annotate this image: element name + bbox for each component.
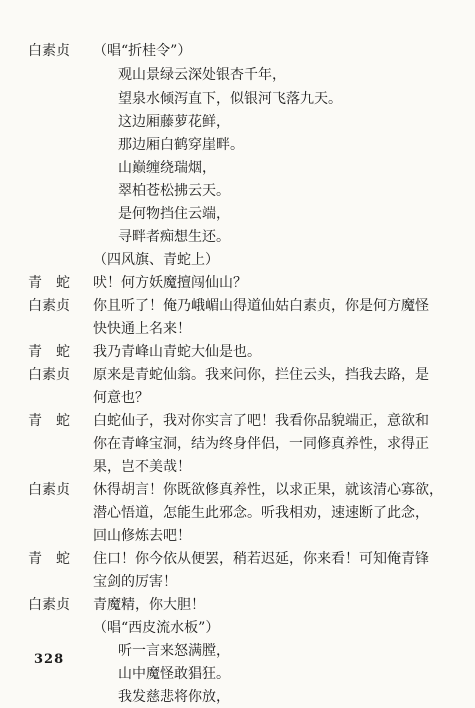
verse-line: 那边厢白鹤穿崖畔。 [118, 137, 244, 153]
dialogue-text: 潜心悟道，怎能生此邪念。听我相劝，速速断了此念， [93, 505, 429, 521]
speaker-name: 青 蛇 [28, 275, 70, 291]
script-line [0, 640, 475, 662]
speaker-name: 青 蛇 [28, 344, 70, 360]
dialogue-text: 回山修炼去吧！ [93, 528, 191, 544]
script-line [0, 272, 475, 294]
dialogue-text: 白蛇仙子，我对你实言了吧！我看你品貌端正，意欲和 [93, 413, 429, 429]
dialogue-text: （唱“西皮流水板”） [93, 620, 220, 636]
script-line [0, 64, 475, 86]
script-line [0, 479, 475, 501]
verse-line: 这边厢藤萝花鲜， [118, 114, 230, 130]
speaker-name: 白素贞 [28, 298, 70, 314]
script-line [0, 410, 475, 432]
script-line [0, 594, 475, 616]
speaker-name: 青 蛇 [28, 551, 70, 567]
script-line [0, 111, 475, 133]
verse-line: 山巅缠绕瑞烟， [118, 160, 216, 176]
dialogue-text: 你在青峰宝洞，结为终身伴侣，一同修真养性，求得正 [93, 436, 429, 452]
script-line [0, 249, 475, 271]
script-line [0, 548, 475, 570]
dialogue-text: （唱“折桂令”） [93, 43, 192, 59]
dialogue-text: 宝剑的厉害！ [93, 574, 177, 590]
speaker-name: 白素贞 [28, 482, 70, 498]
verse-line: 翠柏苍松拂云天。 [118, 183, 230, 199]
dialogue-text: 吠！何方妖魔擅闯仙山？ [93, 275, 247, 291]
script-line [0, 663, 475, 685]
script-line [0, 433, 475, 455]
dialogue-text: 住口！你今依从便罢，稍若迟延，你来看！可知俺青锋 [93, 551, 429, 567]
speaker-name: 白素贞 [28, 367, 70, 383]
script-line [0, 502, 475, 524]
verse-line: 我发慈悲将你放， [118, 689, 230, 705]
script-line [0, 180, 475, 202]
script-line [0, 88, 475, 110]
speaker-name: 白素贞 [28, 597, 70, 613]
dialogue-text: （四风旗、青蛇上） [93, 252, 219, 268]
page-number: 328 [34, 652, 65, 667]
script-line [0, 456, 475, 478]
script-line [0, 364, 475, 386]
verse-line: 山中魔怪敢猖狂。 [118, 666, 230, 682]
script-line [0, 203, 475, 225]
dialogue-text: 快快通上名来！ [93, 321, 191, 337]
speaker-name: 青 蛇 [28, 413, 70, 429]
script-line [0, 40, 475, 62]
dialogue-text: 何意也？ [93, 390, 149, 406]
dialogue-text: 果，岂不美哉！ [93, 459, 191, 475]
dialogue-text: 原来是青蛇仙翁。我来问你，拦住云头，挡我去路，是 [93, 367, 429, 383]
script-line [0, 525, 475, 547]
script-line [0, 341, 475, 363]
script-line [0, 157, 475, 179]
dialogue-text: 休得胡言！你既欲修真养性，以求正果，就该清心寡欲， [93, 482, 443, 498]
script-line [0, 134, 475, 156]
verse-line: 望泉水倾泻直下，似银河飞落九天。 [118, 91, 342, 107]
script-line [0, 295, 475, 317]
script-line [0, 387, 475, 409]
verse-line: 听一言来怒满膛， [118, 643, 230, 659]
script-line [0, 617, 475, 639]
verse-line: 观山景绿云深处银杏千年， [118, 67, 286, 83]
verse-line: 寻畔者痴想生还。 [118, 229, 230, 245]
speaker-name: 白素贞 [28, 43, 70, 59]
dialogue-text: 青魔精，你大胆！ [93, 597, 205, 613]
dialogue-text: 你且听了！俺乃峨嵋山得道仙姑白素贞，你是何方魔怪 [93, 298, 429, 314]
dialogue-text: 我乃青峰山青蛇大仙是也。 [93, 344, 261, 360]
script-line [0, 571, 475, 593]
script-line [0, 226, 475, 248]
script-line [0, 686, 475, 708]
script-line [0, 318, 475, 340]
verse-line: 是何物挡住云端， [118, 206, 230, 222]
